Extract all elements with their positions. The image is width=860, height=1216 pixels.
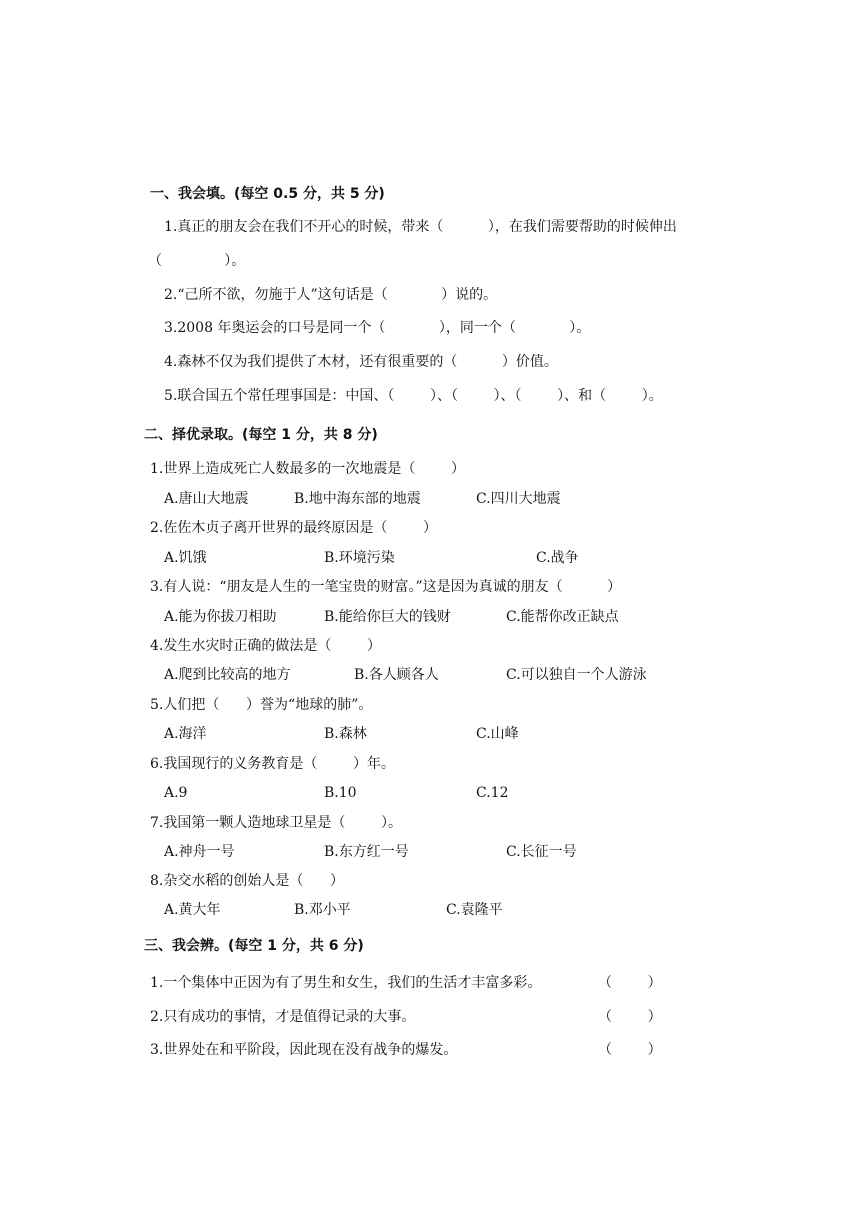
question-1-option-c: C.四川大地震 (476, 491, 561, 507)
question-5-option-a: A.海洋 (164, 726, 207, 742)
question-7-option-a: A.神舟一号 (164, 844, 235, 860)
question-2-option-b: B.环境污染 (324, 550, 395, 566)
question-7-option-c: C.长征一号 (506, 844, 577, 860)
question-1-stem: 1.世界上造成死亡人数最多的一次地震是（ ） (150, 461, 465, 477)
question-7-option-b: B.东方红一号 (324, 844, 409, 860)
fill-item-5: 5.联合国五个常任理事国是：中国、（ ）、（ ）、（ ）、和（ ）。 (164, 388, 663, 404)
question-5-option-b: B.森林 (324, 726, 367, 742)
question-1-option-b: B.地中海东部的地震 (294, 491, 421, 507)
question-4-option-c: C.可以独自一个人游泳 (506, 667, 647, 683)
question-1-option-a: A.唐山大地震 (164, 491, 249, 507)
fill-item-4: 4.森林不仅为我们提供了木材，还有很重要的（ ）价值。 (164, 354, 558, 370)
judge-item-3-blank: （ ） (598, 1042, 662, 1058)
question-6-option-b: B.10 (324, 785, 357, 801)
judge-item-1-blank: （ ） (598, 975, 662, 991)
question-8-option-c: C.袁隆平 (446, 902, 503, 918)
question-5-stem: 5.人们把（ ）誉为“地球的肺”。 (150, 697, 373, 713)
question-8-option-b: B.邓小平 (294, 902, 351, 918)
question-2-option-c: C.战争 (536, 550, 579, 566)
judge-item-3: 3.世界处在和平阶段，因此现在没有战争的爆发。 (150, 1042, 458, 1058)
fill-item-1: 1.真正的朋友会在我们不开心的时候，带来（ ），在我们需要帮助的时候伸出 (164, 219, 677, 235)
question-3-option-b: B.能给你巨大的钱财 (324, 609, 451, 625)
question-7-stem: 7.我国第一颗人造地球卫星是（ ）。 (150, 815, 402, 831)
question-8-option-a: A.黄大年 (164, 902, 221, 918)
question-6-stem: 6.我国现行的义务教育是（ ）年。 (150, 756, 395, 772)
question-4-option-a: A.爬到比较高的地方 (164, 667, 291, 683)
judge-item-1: 1.一个集体中正因为有了男生和女生，我们的生活才丰富多彩。 (150, 975, 542, 991)
question-2-option-a: A.饥饿 (164, 550, 207, 566)
section1-heading: 一、我会填。(每空 0.5 分，共 5 分) (150, 186, 385, 202)
question-8-stem: 8.杂交水稻的创始人是（ ） (150, 873, 345, 889)
question-4-stem: 4.发生水灾时正确的做法是（ ） (150, 638, 381, 654)
question-3-stem: 3.有人说：“朋友是人生的一笔宝贵的财富。”这是因为真诚的朋友（ ） (150, 579, 622, 595)
section2-heading: 二、择优录取。(每空 1 分，共 8 分) (144, 427, 378, 443)
question-5-option-c: C.山峰 (476, 726, 519, 742)
fill-item-2: 2.“己所不欲，勿施于人”这句话是（ ）说的。 (164, 287, 498, 303)
judge-item-2: 2.只有成功的事情，才是值得记录的大事。 (150, 1009, 416, 1025)
section3-heading: 三、我会辨。(每空 1 分，共 6 分) (144, 938, 364, 954)
question-3-option-a: A.能为你拔刀相助 (164, 609, 277, 625)
question-6-option-c: C.12 (476, 785, 509, 801)
fill-item-3: 3.2008 年奥运会的口号是同一个（ ），同一个（ ）。 (164, 320, 591, 336)
question-3-option-c: C.能帮你改正缺点 (506, 609, 619, 625)
question-2-stem: 2.佐佐木贞子离开世界的最终原因是（ ） (150, 520, 437, 536)
judge-item-2-blank: （ ） (598, 1009, 662, 1025)
question-6-option-a: A.9 (164, 785, 188, 801)
question-4-option-b: B.各人顾各人 (354, 667, 439, 683)
fill-item-1-cont: （ ）。 (148, 253, 246, 269)
